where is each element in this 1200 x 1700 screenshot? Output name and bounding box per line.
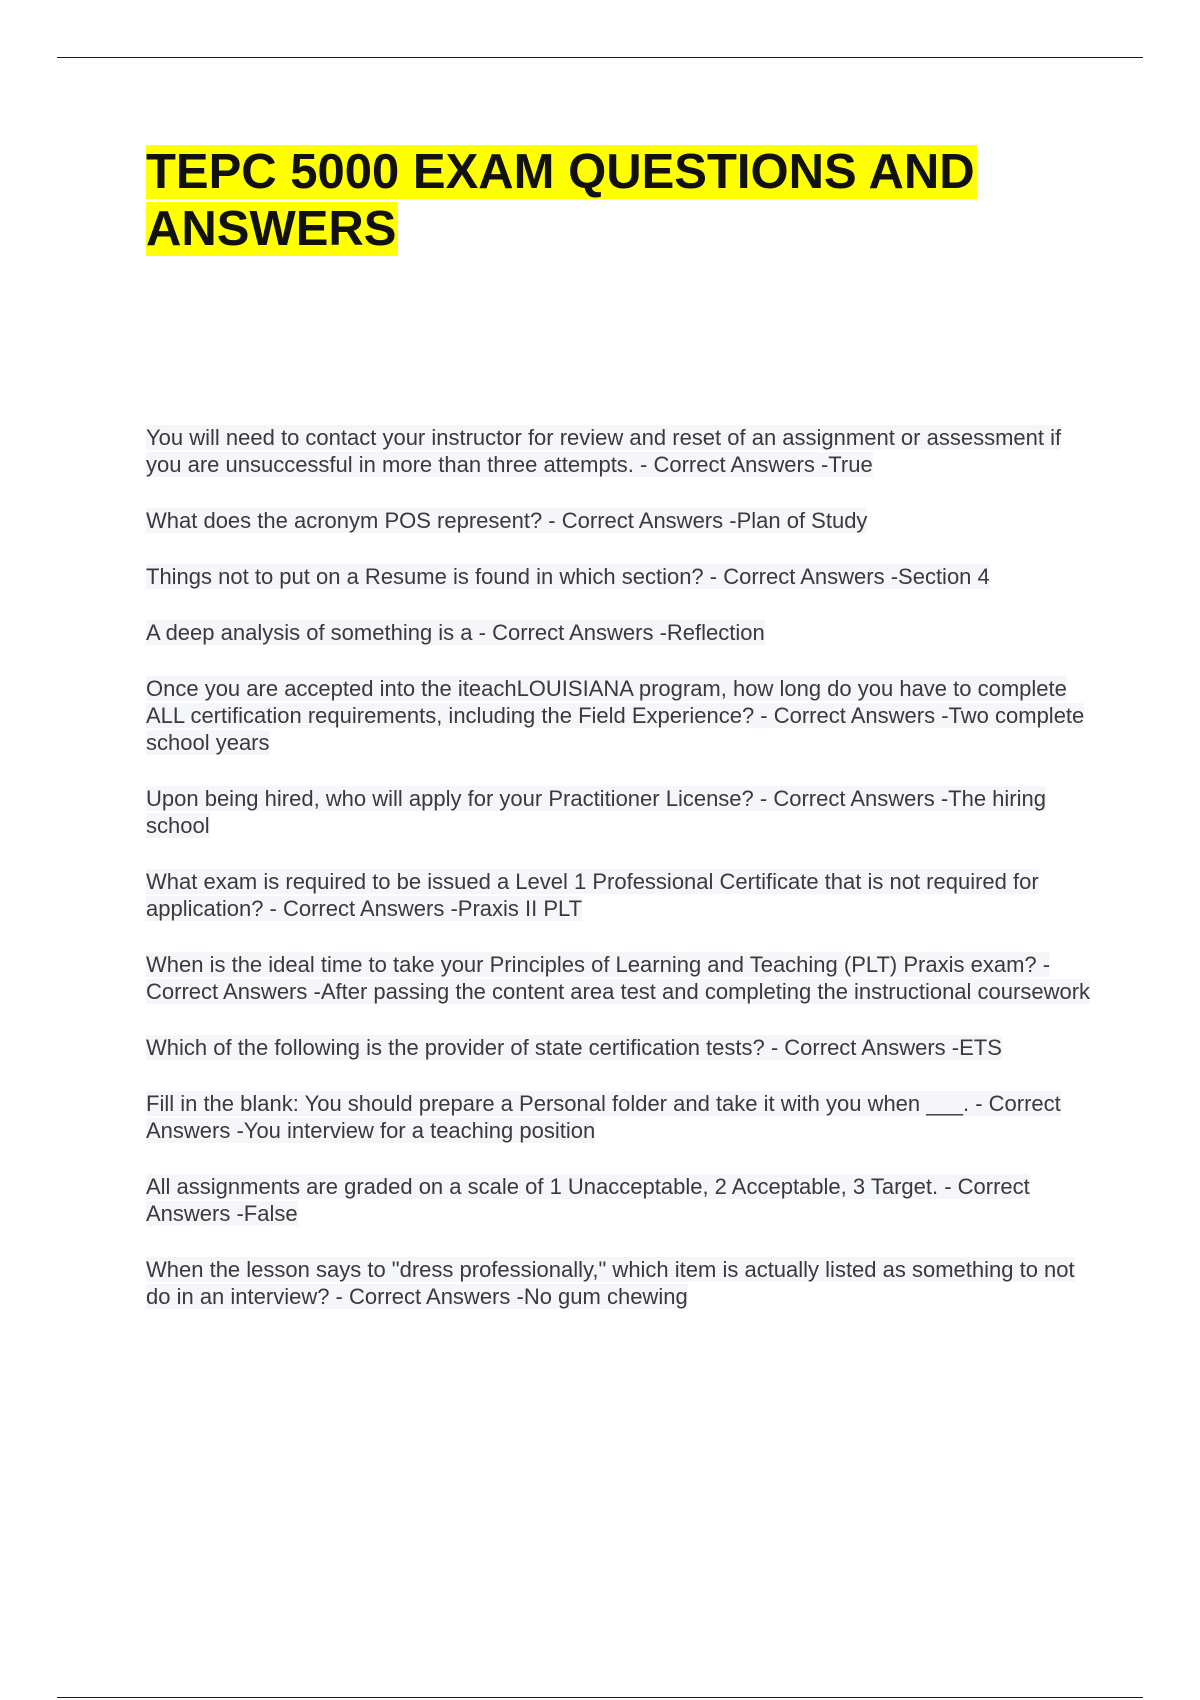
qa-text: When the lesson says to "dress professionally," which item is actually listed as something to not do in an interview? - Correct Answers -No gum chewing xyxy=(146,1257,1075,1309)
qa-text: Fill in the blank: You should prepare a Personal folder and take it with you when ___. - Correct Answers -You interview for a teaching position xyxy=(146,1091,1061,1143)
qa-item-4 xyxy=(146,619,1096,646)
qa-text: All assignments are graded on a scale of 1 Unacceptable, 2 Acceptable, 3 Target. - Correct Answers -False xyxy=(146,1174,1030,1226)
qa-text: When is the ideal time to take your Principles of Learning and Teaching (PLT) Praxis exam? - Correct Answers -After passing the content area test and completing the instructional coursework xyxy=(146,952,1091,1004)
header-rule xyxy=(57,57,1143,58)
qa-item-3 xyxy=(146,563,1096,590)
qa-text: What does the acronym POS represent? - Correct Answers -Plan of Study xyxy=(146,508,868,533)
qa-list xyxy=(146,424,1096,1339)
qa-text: Which of the following is the provider of state certification tests? - Correct Answers -ETS xyxy=(146,1035,1002,1060)
qa-item-5 xyxy=(146,675,1096,756)
footer-rule xyxy=(57,1697,1143,1698)
qa-item-12 xyxy=(146,1256,1096,1310)
qa-item-6 xyxy=(146,785,1096,839)
qa-text: You will need to contact your instructor for review and reset of an assignment or assessment if you are unsuccessful in more than three attempts. - Correct Answers -True xyxy=(146,425,1062,477)
qa-item-11 xyxy=(146,1173,1096,1227)
document-title-text: TEPC 5000 EXAM QUESTIONS AND ANSWERS xyxy=(146,145,975,256)
qa-text: A deep analysis of something is a - Correct Answers -Reflection xyxy=(146,620,765,645)
qa-item-10 xyxy=(146,1090,1096,1144)
qa-item-9 xyxy=(146,1034,1096,1061)
qa-item-8 xyxy=(146,951,1096,1005)
qa-item-2 xyxy=(146,507,1096,534)
qa-item-1 xyxy=(146,424,1096,478)
qa-text: Upon being hired, who will apply for your Practitioner License? - Correct Answers -The hiring school xyxy=(146,786,1046,838)
qa-text: Once you are accepted into the iteachLOUISIANA program, how long do you have to complete ALL certification requirements, including the Field Experience? - Correct Answers -Two complete school years xyxy=(146,676,1085,755)
qa-text: Things not to put on a Resume is found in which section? - Correct Answers -Section 4 xyxy=(146,564,990,589)
title-block xyxy=(146,144,1096,258)
qa-text: What exam is required to be issued a Level 1 Professional Certificate that is not required for application? - Correct Answers -Praxis II PLT xyxy=(146,869,1039,921)
document-title xyxy=(146,144,1096,258)
qa-item-7 xyxy=(146,868,1096,922)
